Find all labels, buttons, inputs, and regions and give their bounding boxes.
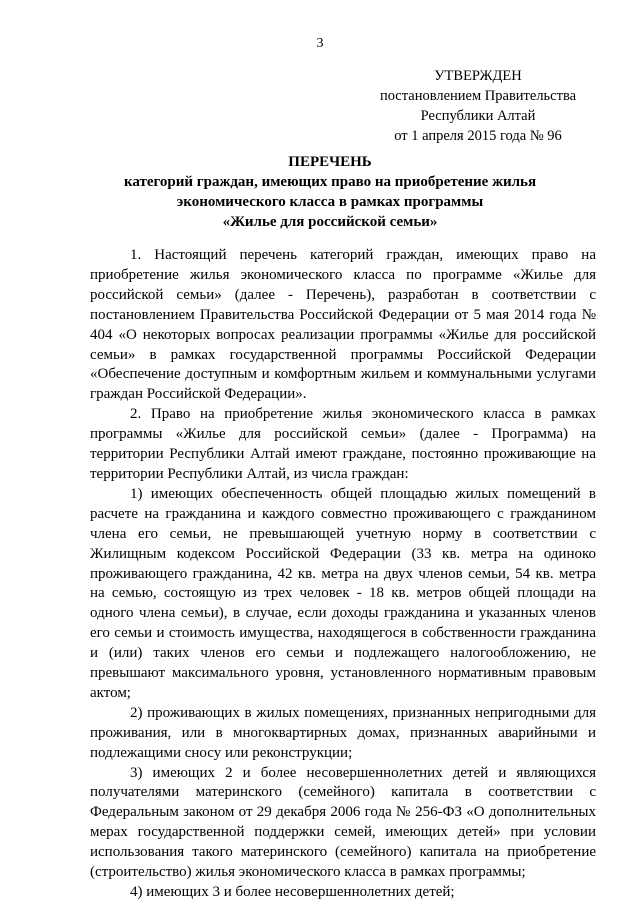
list-item-2: 2) проживающих в жилых помещениях, признанных непригодными для проживания, или в многоквартирных домах, признанных аварийными и подлежащими сносу или реконструкции; (90, 704, 596, 761)
approval-decree: постановлением Правительства (379, 88, 577, 104)
list-item-3: 3) имеющих 2 и более несовершеннолетних детей и являющихся получателями материнского (семейного) капитала в соответствии с Федеральным законом от 29 декабря 2006 года № 256-ФЗ «О дополнительных мерах государственной поддержки семей, имеющих детей» при условии использования такого материнского (семейного) капитала на приобретение (строительство) жилья экономического класса в рамках программы; (90, 764, 596, 881)
title-line-2: категорий граждан, имеющих право на приобретение жилья (123, 174, 537, 190)
title-line-4: «Жилье для российской семьи» (222, 214, 438, 230)
list-item-4: 4) имеющих 3 и более несовершеннолетних детей; (130, 884, 455, 900)
approval-date: от 1 апреля 2015 года № 96 (394, 128, 562, 144)
list-item-1: 1) имеющих обеспеченность общей площадью жилых помещений в расчете на гражданина и каждого совместно проживающего с гражданином члена его семьи, не превышающей учетную норму в соответствии с Жилищным кодексом Российской Федерации (33 кв. метра на одиноко проживающего гражданина, 42 кв. метра на двух членов семьи, 54 кв. метра на семью, состоящую из трех человек - 18 кв. метров общей площади на одного члена семьи), в случае, если доходы гражданина и указанных членов его семьи и стоимость имущества, находящегося в собственности гражданина и (или) таких членов его семьи и подлежащего налогообложению, не превышают максимального уровня, установленного нормативным правовым актом; (90, 485, 596, 701)
page-number: 3 (316, 36, 324, 51)
document-title (60, 152, 600, 232)
approval-title: УТВЕРЖДЕН (434, 68, 522, 84)
document-body (90, 246, 596, 903)
approval-region: Республики Алтай (420, 108, 536, 124)
title-line-3: экономического класса в рамках программы (176, 194, 484, 210)
paragraph-2: 2. Право на приобретение жилья экономического класса в рамках программы «Жилье для российской семьи» (далее - Программа) на территории Республики Алтай имеют граждане, постоянно проживающие на территории Республики Алтай, из числа граждан: (90, 406, 596, 482)
approval-stamp (360, 66, 596, 146)
paragraph-1: 1. Настоящий перечень категорий граждан, имеющих право на приобретение жилья экономического класса по программе «Жилье для российской семьи» (далее - Перечень), разработан в соответствии с постановлением Правительства Российской Федерации от 5 мая 2014 года № 404 «О некоторых вопросах реализации программы «Жилье для российской семьи» в рамках государственной программы Российской Федерации «Обеспечение доступным и комфортным жильем и коммунальными услугами граждан Российской Федерации». (90, 247, 596, 403)
title-heading: ПЕРЕЧЕНЬ (288, 154, 372, 170)
